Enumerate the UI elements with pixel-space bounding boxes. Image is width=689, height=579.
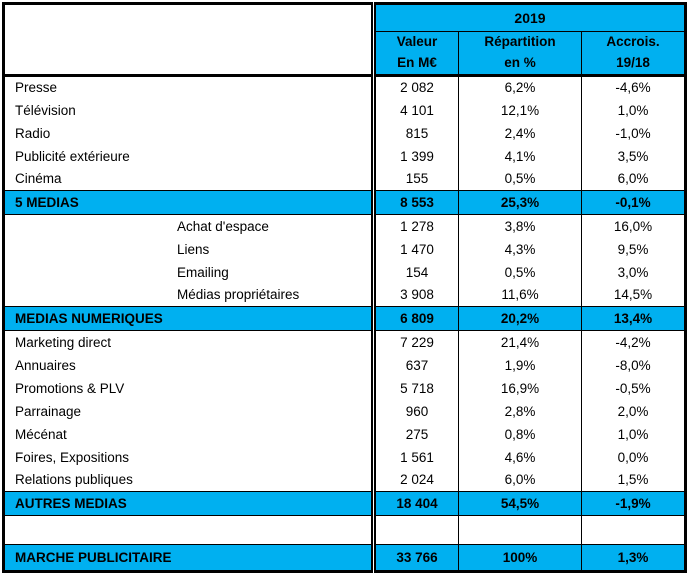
cell-accrois: -0,1%: [582, 191, 686, 215]
total-row: [4, 545, 686, 572]
cell-accrois: 13,4%: [582, 307, 686, 331]
table-header: [4, 4, 686, 76]
cell-repartition: 21,4%: [459, 331, 582, 354]
table-row: [4, 354, 686, 377]
spacer-row: [4, 516, 686, 545]
cell-valeur: 3 908: [374, 284, 459, 307]
table-row: [4, 76, 686, 99]
row-label: Promotions & PLV: [15, 380, 125, 396]
cell-valeur: 2 082: [374, 76, 459, 99]
cell-accrois: [582, 516, 686, 545]
cell-valeur: 1 399: [374, 145, 459, 168]
cell-accrois: 1,0%: [582, 423, 686, 446]
cell-accrois: 3,0%: [582, 261, 686, 284]
table-row: [4, 99, 686, 122]
cell-accrois: 0,0%: [582, 446, 686, 469]
row-label: Radio: [15, 125, 51, 141]
cell-repartition: 3,8%: [459, 215, 582, 238]
total-row: [4, 191, 686, 215]
row-label: Emailing: [177, 264, 229, 280]
row-label: Cinéma: [15, 171, 62, 187]
corner-cell: [4, 4, 374, 76]
row-label: [4, 516, 374, 545]
table-row: [4, 423, 686, 446]
table-row: [4, 377, 686, 400]
cell-valeur: 637: [374, 354, 459, 377]
cell-accrois: -1,9%: [582, 492, 686, 516]
cell-repartition: 2,4%: [459, 122, 582, 145]
row-label: Publicité extérieure: [15, 148, 130, 164]
row-label: Parrainage: [15, 403, 82, 419]
table-row: [4, 145, 686, 168]
table-row: [4, 122, 686, 145]
table-row: [4, 400, 686, 423]
cell-valeur: 5 718: [374, 377, 459, 400]
cell-valeur: 960: [374, 400, 459, 423]
cell-accrois: 14,5%: [582, 284, 686, 307]
cell-repartition: 20,2%: [459, 307, 582, 331]
row-label: AUTRES MEDIAS: [4, 492, 374, 516]
cell-repartition: 2,8%: [459, 400, 582, 423]
cell-valeur: 8 553: [374, 191, 459, 215]
row-label: Foires, Expositions: [15, 449, 130, 465]
table-row: [4, 446, 686, 469]
row-label: 5 MEDIAS: [4, 191, 374, 215]
table-row: [4, 261, 686, 284]
table-row: [4, 284, 686, 307]
table-row: [4, 215, 686, 238]
cell-valeur: 1 470: [374, 238, 459, 261]
cell-repartition: 4,3%: [459, 238, 582, 261]
cell-repartition: 4,6%: [459, 446, 582, 469]
cell-repartition: 16,9%: [459, 377, 582, 400]
table-row: [4, 331, 686, 354]
row-label: Liens: [177, 241, 210, 257]
row-label: Presse: [15, 80, 58, 96]
cell-accrois: -1,0%: [582, 122, 686, 145]
cell-accrois: -0,5%: [582, 377, 686, 400]
row-label: MEDIAS NUMERIQUES: [4, 307, 374, 331]
cell-accrois: 9,5%: [582, 238, 686, 261]
column-header-repartition-line2: en %: [504, 55, 536, 70]
cell-valeur: 275: [374, 423, 459, 446]
cell-valeur: 155: [374, 168, 459, 191]
row-label: Médias propriétaires: [177, 287, 300, 303]
column-header-valeur: [374, 32, 459, 76]
cell-valeur: 1 278: [374, 215, 459, 238]
cell-accrois: 16,0%: [582, 215, 686, 238]
cell-repartition: 1,9%: [459, 354, 582, 377]
cell-repartition: [459, 516, 582, 545]
row-label: Mécénat: [15, 426, 67, 442]
table-row: [4, 238, 686, 261]
cell-repartition: 6,0%: [459, 469, 582, 492]
cell-accrois: 6,0%: [582, 168, 686, 191]
cell-accrois: 3,5%: [582, 145, 686, 168]
cell-valeur: 6 809: [374, 307, 459, 331]
row-label: Marketing direct: [15, 334, 112, 350]
cell-accrois: -4,6%: [582, 76, 686, 99]
cell-valeur: 4 101: [374, 99, 459, 122]
column-header-repartition: [459, 32, 582, 76]
cell-repartition: 0,5%: [459, 261, 582, 284]
row-label: Annuaires: [15, 357, 76, 373]
cell-accrois: -4,2%: [582, 331, 686, 354]
cell-valeur: [374, 516, 459, 545]
cell-repartition: 25,3%: [459, 191, 582, 215]
cell-repartition: 0,5%: [459, 168, 582, 191]
column-header-accrois-line1: Accrois.: [606, 34, 660, 50]
cell-valeur: 33 766: [374, 545, 459, 572]
year-header-row: [4, 4, 686, 32]
cell-accrois: 1,0%: [582, 99, 686, 122]
cell-repartition: 4,1%: [459, 145, 582, 168]
cell-repartition: 54,5%: [459, 492, 582, 516]
year-header: 2019: [374, 4, 686, 32]
table-body: [4, 76, 686, 572]
cell-valeur: 7 229: [374, 331, 459, 354]
cell-valeur: 1 561: [374, 446, 459, 469]
column-header-accrois: [582, 32, 686, 76]
cell-valeur: 2 024: [374, 469, 459, 492]
advertising-market-table: [2, 2, 687, 573]
cell-accrois: -8,0%: [582, 354, 686, 377]
row-label: MARCHE PUBLICITAIRE: [4, 545, 374, 572]
cell-accrois: 1,5%: [582, 469, 686, 492]
total-row: [4, 307, 686, 331]
total-row: [4, 492, 686, 516]
column-header-valeur-line2: En M€: [397, 55, 437, 70]
cell-repartition: 6,2%: [459, 76, 582, 99]
cell-valeur: 815: [374, 122, 459, 145]
cell-valeur: 154: [374, 261, 459, 284]
row-label: Télévision: [15, 102, 76, 118]
row-label: Achat d'espace: [177, 218, 269, 234]
row-label: Relations publiques: [15, 472, 133, 488]
cell-repartition: 12,1%: [459, 99, 582, 122]
column-header-accrois-line2: 19/18: [616, 55, 650, 70]
cell-accrois: 1,3%: [582, 545, 686, 572]
table-row: [4, 168, 686, 191]
column-header-valeur-line1: Valeur: [396, 34, 438, 50]
table-row: [4, 469, 686, 492]
column-header-repartition-line1: Répartition: [484, 34, 556, 50]
cell-repartition: 11,6%: [459, 284, 582, 307]
cell-repartition: 0,8%: [459, 423, 582, 446]
cell-repartition: 100%: [459, 545, 582, 572]
cell-valeur: 18 404: [374, 492, 459, 516]
cell-accrois: 2,0%: [582, 400, 686, 423]
